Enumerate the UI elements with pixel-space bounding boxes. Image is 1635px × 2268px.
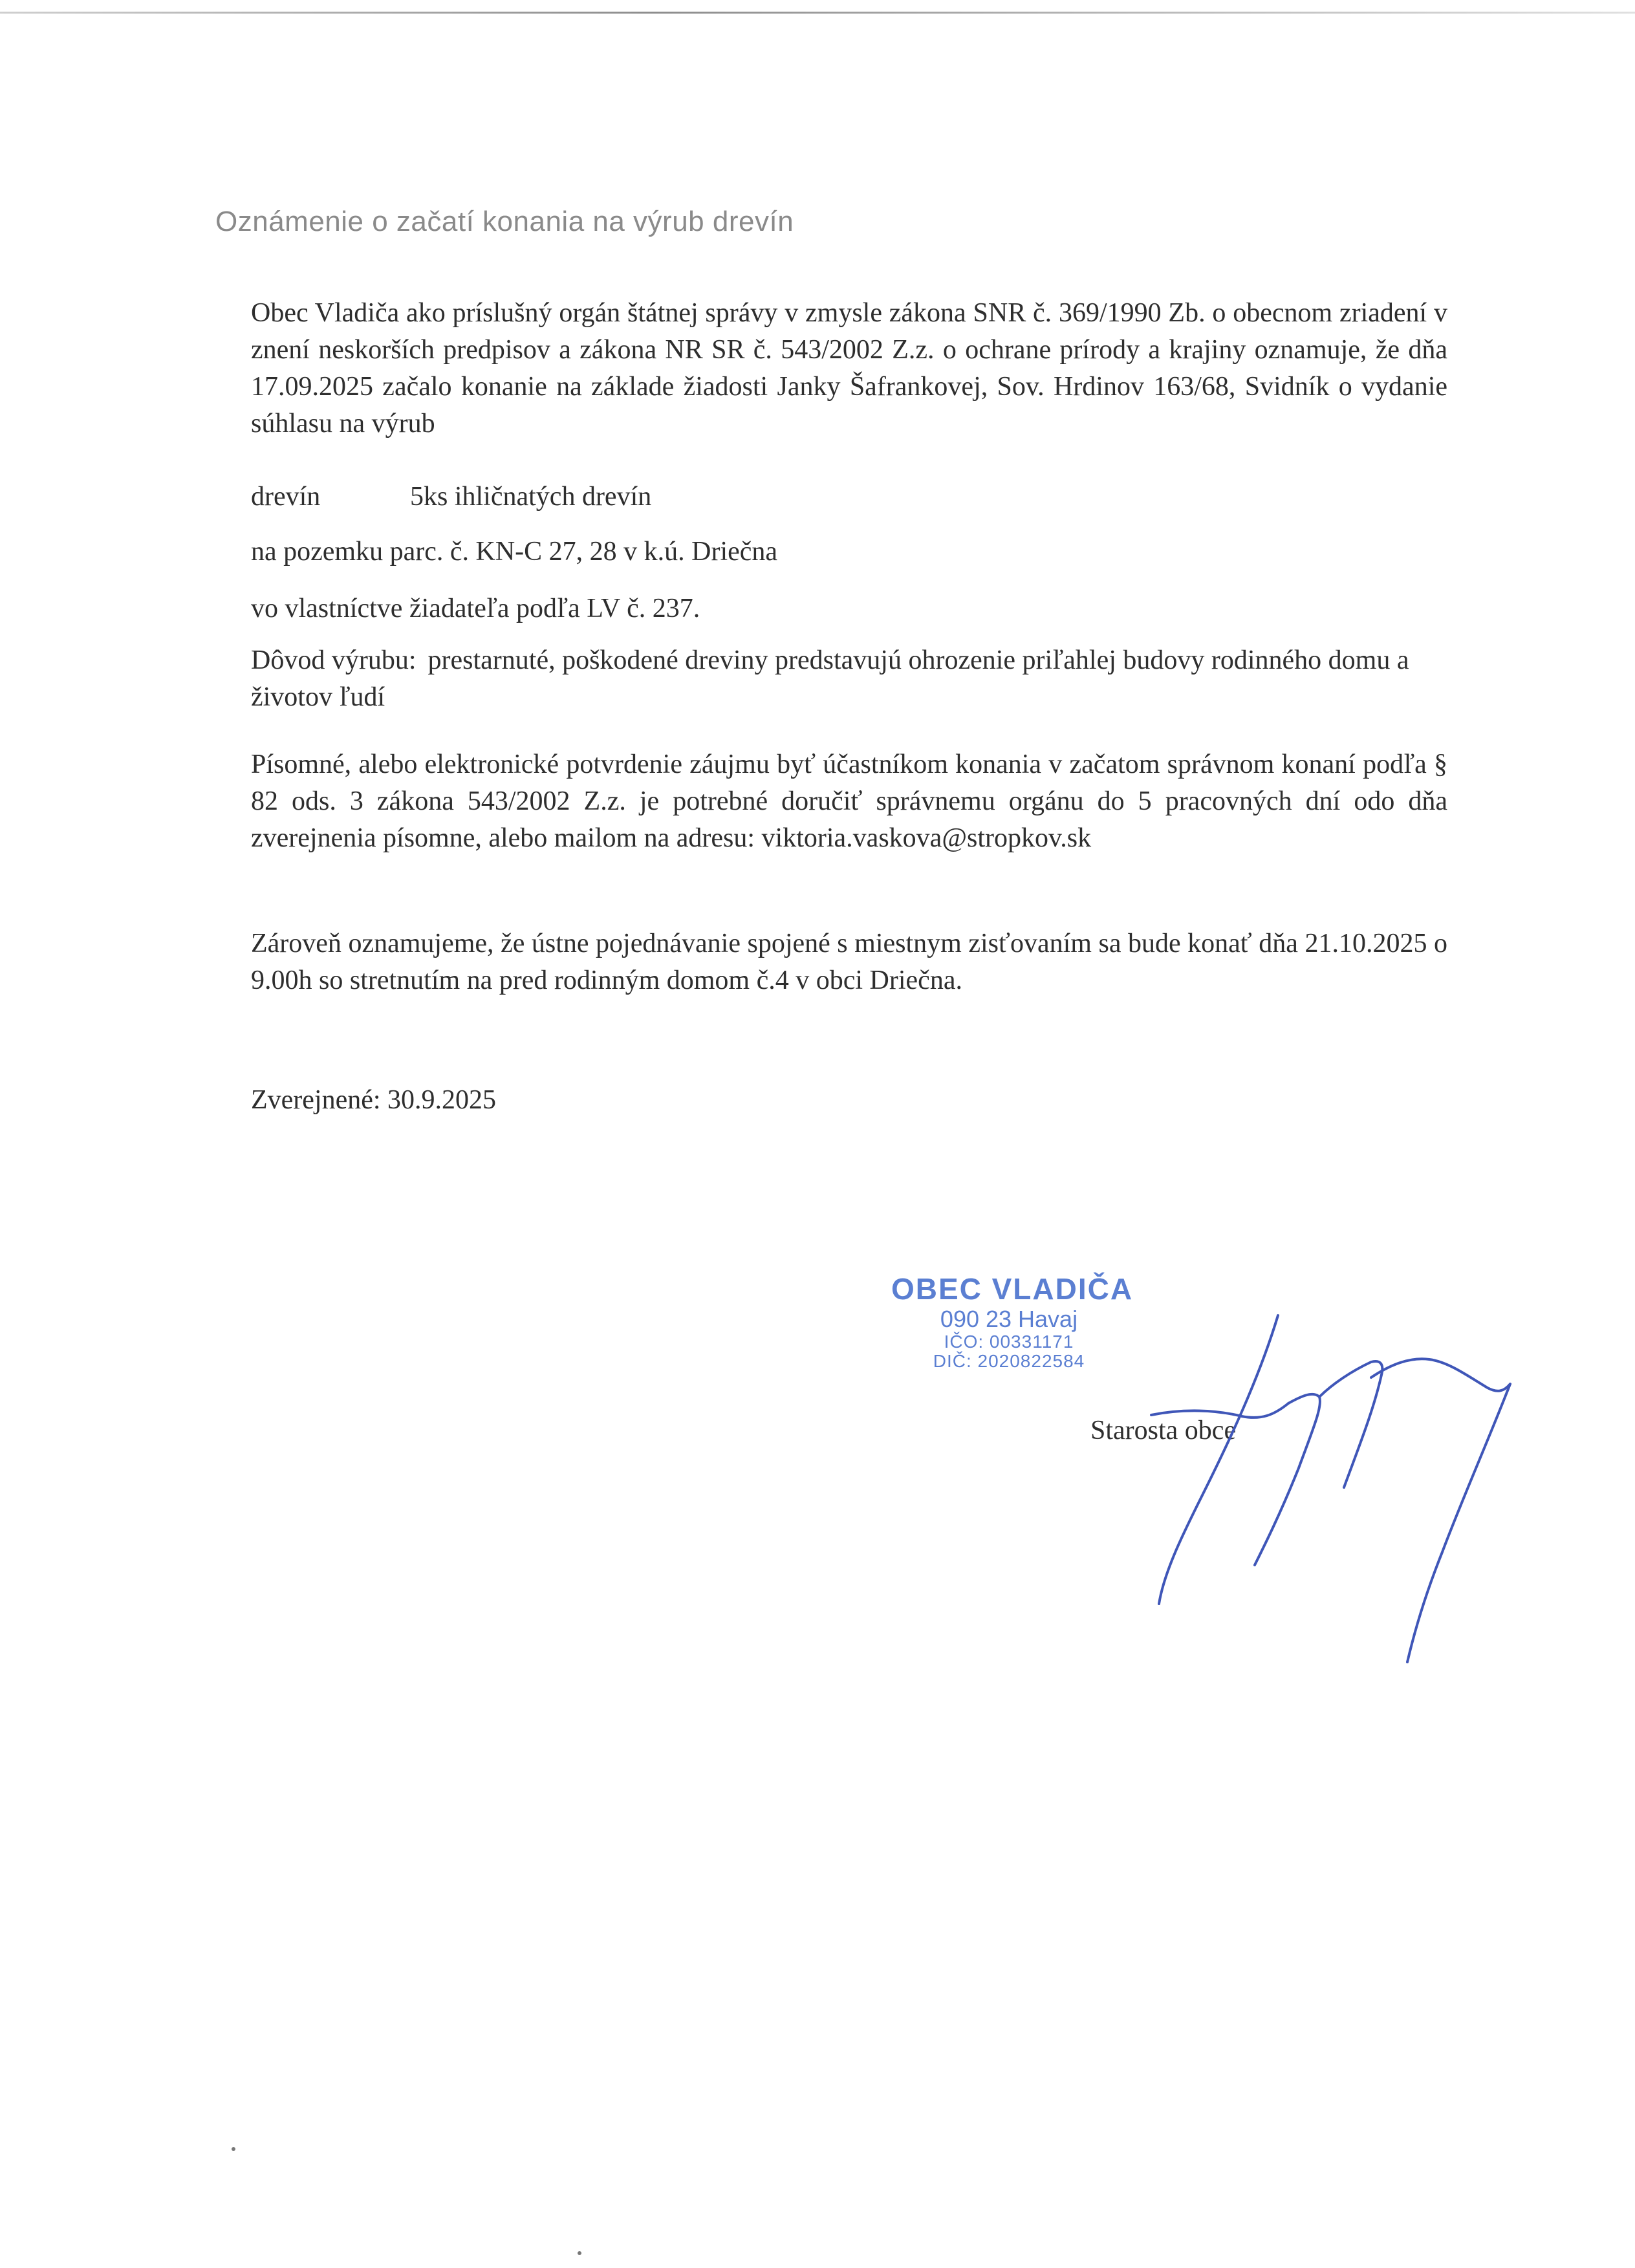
stamp-address: 090 23 Havaj: [940, 1306, 1078, 1332]
scan-speck: [578, 2251, 581, 2255]
trees-value: 5ks ihličnatých drevín: [410, 482, 652, 512]
municipality-stamp: [860, 1271, 1158, 1371]
participation-paragraph: Písomné, alebo elektronické potvrdenie záujmu byť účastníkom konania v začatom správnom konaní podľa § 82 ods. 3 zákona 543/2002 Z.z. je potrebné doručiť správnemu orgánu do 5 pracovných dní odo dňa zverejnenia písomne, alebo mailom na adresu: viktoria.vaskova@stropkov.sk: [251, 750, 1447, 853]
document-title: Oznámenie o začatí konania na výrub drevín: [215, 206, 794, 237]
published-date: Zverejnené: 30.9.2025: [251, 1085, 497, 1115]
reason-label: Dôvod výrubu:: [251, 645, 417, 675]
trees-line: [251, 479, 1447, 515]
reason-text: prestarnuté, poškodené dreviny predstavujú ohrozenie priľahlej budovy rodinného domu a životov ľudí: [251, 645, 1409, 712]
stamp-name: OBEC VLADIČA: [891, 1272, 1134, 1306]
scan-speck: [232, 2147, 235, 2151]
scan-edge-line: [0, 12, 1635, 14]
signature-role: Starosta obce: [1090, 1416, 1237, 1445]
parcel-line: na pozemku parc. č. KN-C 27, 28 v k.ú. Driečna: [251, 537, 778, 567]
trees-label: drevín: [251, 482, 321, 512]
handwritten-signature: [1125, 1300, 1526, 1675]
intro-paragraph: Obec Vladiča ako príslušný orgán štátnej správy v zmysle zákona SNR č. 369/1990 Zb. o obecnom zriadení v znení neskorších predpisov a zákona NR SR č. 543/2002 Z.z. o ochrane prírody a krajiny oznamuje, že dňa 17.09.2025 začalo konanie na základe žiadosti Janky Šafrankovej, Sov. Hrdinov 163/68, Svidník o vydanie súhlasu na výrub: [251, 298, 1447, 438]
ownership-line: vo vlastníctve žiadateľa podľa LV č. 237.: [251, 594, 700, 623]
stamp-ico: IČO: 00331171: [944, 1332, 1074, 1352]
hearing-paragraph: Zároveň oznamujeme, že ústne pojednávanie spojené s miestnym zisťovaním sa bude konať dňa 21.10.2025 o 9.00h so stretnutím na pred rodinným domom č.4 v obci Driečna.: [251, 929, 1447, 995]
reason-paragraph: [251, 642, 1447, 716]
stamp-dic: DIČ: 2020822584: [933, 1351, 1085, 1371]
